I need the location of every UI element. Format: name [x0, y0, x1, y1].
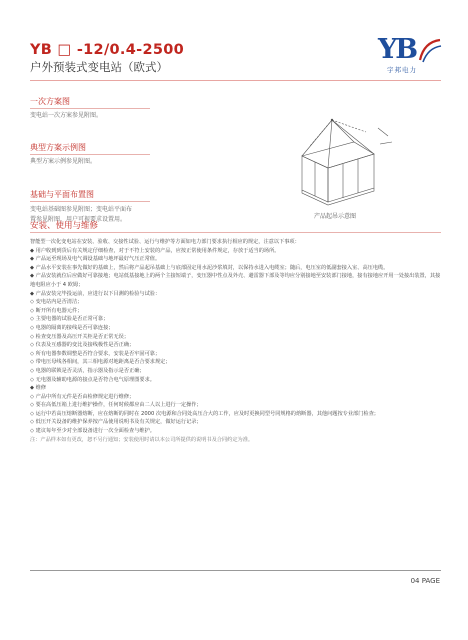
usage-item: ◇ 运行中若高压熔断器熔断，应在熔断的同时在 2000 次电源和合同处高压合大的工作，应及时更换同型号同规格的熔断器，其他问题按专业部门检查；: [30, 410, 379, 417]
logo-arc-icon: [418, 38, 442, 64]
usage-item: ◇ 产品中所有元件是否由检修规定进行维修；: [30, 393, 135, 400]
usage-item: ◆ 产品安装就位后应做好可靠接地；电站低基接地上的两个主接短端子，变压器中性点及外壳、避雷器下部及等均应分别接地至安装部门接地，接有接地应开用一处接出装置，其接地电阻应小于 4 欧姆；: [30, 273, 441, 288]
usage-item: ◇ 建议每年至少对全部设备进行一次全面检查与维护。: [30, 428, 155, 435]
usage-item: ◆ 用户收到到货后有关规定仔细检查，对于不符上安装的产品，应按正常使用条件规定，存放于适当的场所。: [30, 247, 280, 254]
section-body-foundation-line1: 变电站基础图参见附图；变电站平面布: [30, 206, 133, 213]
usage-item: ◆ 产品安装完毕投运前，应进行以下目测的检验与试验：: [30, 290, 161, 297]
usage-item: ◇ 电器的联锁是否灵活，指示器及指示是否正确；: [30, 367, 145, 374]
company-logo: [378, 34, 442, 74]
usage-items: [30, 238, 444, 444]
product-subtitle: 户外预装式变电站（欧式）: [30, 60, 168, 74]
section-body-wiring: 变电站一次方案参见附图。: [30, 112, 103, 119]
section-title-foundation: 基础与平面布置图: [30, 190, 94, 199]
logo-company-name: 宇邦电力: [387, 66, 417, 74]
usage-item: ◆ 产品运至现场及电气调设基础与地坪最好气压正常值。: [30, 256, 161, 263]
usage-item: 智能型一次化变电站在安装、验收、交接性试验、运行与维护等方面如电力部门要求执行相应的规定，注意以下事项：: [30, 239, 300, 245]
section-rule-typical: [30, 154, 150, 155]
usage-item: ◇ 断开所有电器元件；: [30, 307, 83, 314]
section-rule-wiring: [30, 108, 150, 109]
usage-item: ◆ 产品水平安装在事先做好的基础上，然后将产品起吊基础上与底部固定用水泥沙浆填封，以保持水进入电缆室；随后，电压室的低副套接入室、高压电缆。: [30, 264, 389, 271]
usage-item: ◇ 变电站内是否清洁；: [30, 299, 83, 306]
section-title-wiring: 一次方案图: [30, 97, 70, 106]
usage-item: ◇ 低压开关设备的维护保养按产品使用说明书及有关规定，做好运行记录；: [30, 419, 202, 426]
usage-item: ◇ 主要电器的试验是否正常可靠；: [30, 316, 109, 323]
lifting-diagram: [288, 116, 400, 214]
usage-item: ◇ 所有电器参数调整是否符合要求，安装是否牢固可靠；: [30, 350, 161, 357]
footer-rule: [30, 570, 441, 571]
product-model-title: YB □ -12/0.4-2500: [30, 42, 185, 58]
section-body-foundation-line2: 置参见附图，用户可视要求设置用。: [30, 216, 127, 223]
section-title-typical: 典型方案示例图: [30, 143, 86, 152]
usage-note: 注：产品样本如有更改，恕不另行通知；安装使用时请以本公司所提供的说明书及合同约定为准。: [30, 436, 254, 443]
usage-list: [30, 232, 441, 233]
usage-item: ◇ 仪表及互感器的变比及接线极性是否正确；: [30, 342, 135, 349]
usage-item: ◇ 电器的隔离的接线是否可靠连接；: [30, 324, 114, 331]
usage-item: ◇ 带电压母线各相间，其三相电源对地距离是否合要求规定；: [30, 359, 171, 366]
diagram-caption: 产品起吊示意图: [314, 213, 357, 220]
usage-item: ◇ 检查变压器及高压开关柜是否正常无误；: [30, 333, 130, 340]
usage-item: ◇ 无电器及辅助电源的接点是否符合电气原理图要求。: [30, 376, 155, 383]
section-body-typical: 典型方案示例参见附图。: [30, 158, 97, 165]
page-number: 04 PAGE: [410, 577, 440, 585]
section-title-usage: 安装、使用与维修: [30, 221, 99, 231]
section-rule-foundation: [30, 201, 150, 202]
usage-item: ◆ 维修: [30, 385, 47, 392]
header-rule: [30, 80, 441, 81]
usage-item: ◇ 要在高低压箱上进行维护操作，任何时候都应由二人以上进行一定操作；: [30, 402, 202, 409]
logo-letters: YB: [378, 34, 417, 65]
